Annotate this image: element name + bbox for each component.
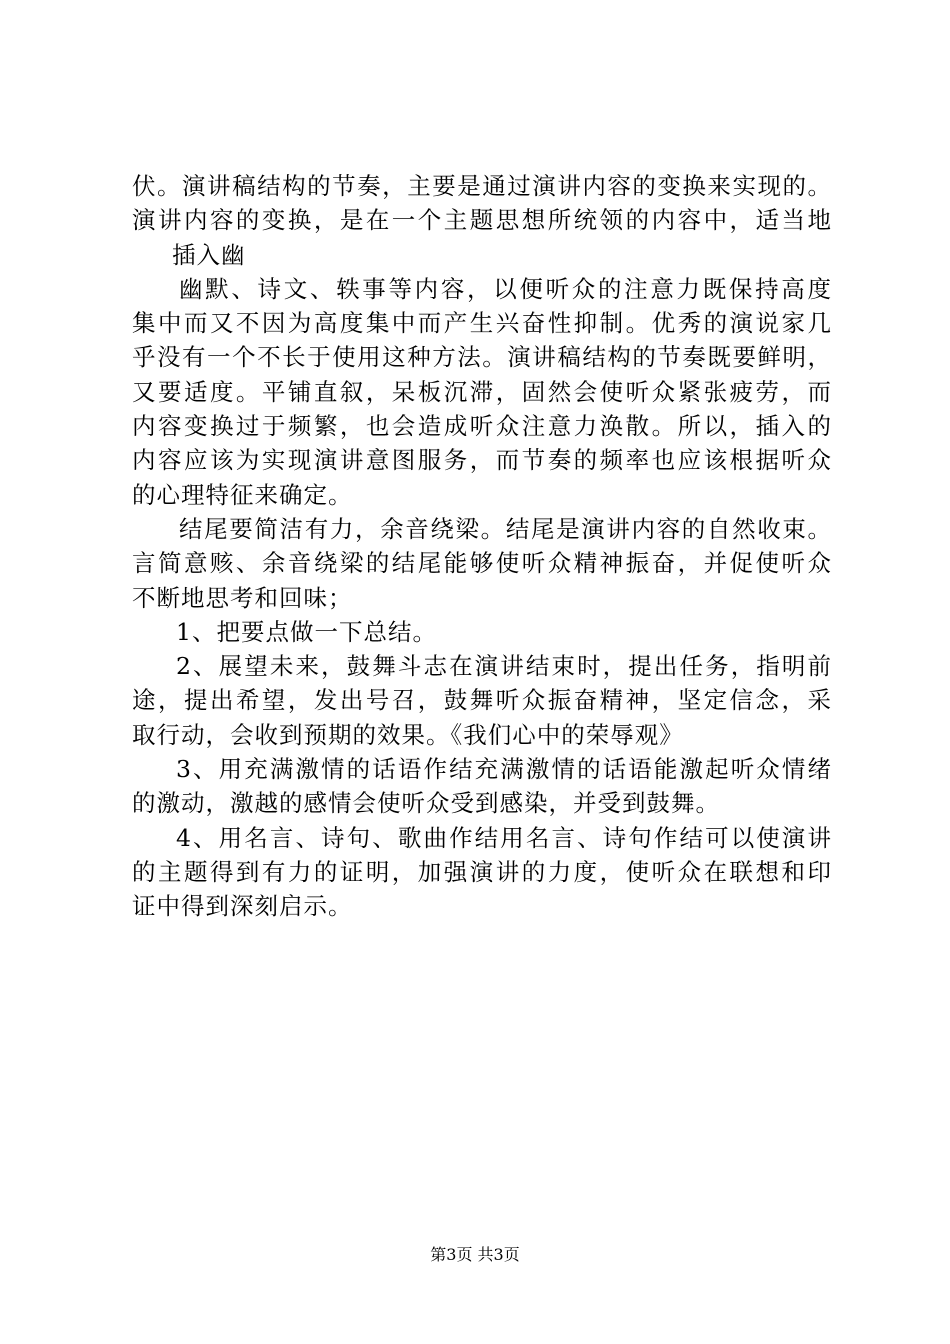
page-footer [0, 1245, 950, 1265]
text-line: 不断地思考和回味； [132, 583, 353, 612]
list-item: 4、用名言、诗句、歌曲作结用名言、诗句作结可以使演讲 [176, 823, 832, 852]
text-line: 集中而又不因为高度集中而产生兴奋性抑制。优秀的演说家几 [132, 309, 832, 338]
text-line: 取行动，会收到预期的效果。《我们心中的荣辱观》 [132, 720, 684, 749]
text-line: 伏。演讲稿结构的节奏，主要是通过演讲内容的变换来实现的。 [132, 172, 832, 200]
text-line: 证中得到深刻启示。 [132, 892, 353, 921]
text-line: 结尾要简洁有力，余音绕梁。结尾是演讲内容的自然收束。 [179, 514, 832, 543]
text-line: 的激动，激越的感情会使听众受到感染，并受到鼓舞。 [132, 789, 720, 818]
text-line: 插入幽 [172, 240, 246, 269]
text-line: 演讲内容的变换，是在一个主题思想所统领的内容中，适当地 [132, 206, 832, 235]
text-line: 内容应该为实现演讲意图服务，而节奏的频率也应该根据听众 [132, 446, 832, 475]
text-line: 内容变换过于频繁，也会造成听众注意力涣散。所以，插入的 [132, 412, 832, 441]
text-line: 乎没有一个不长于使用这种方法。演讲稿结构的节奏既要鲜明， [132, 343, 832, 372]
page-number-label: 第3页 共3页 [430, 1245, 520, 1264]
text-line: 又要适度。平铺直叙，呆板沉滞，固然会使听众紧张疲劳，而 [132, 377, 832, 406]
text-line: 的心理特征来确定。 [132, 480, 353, 509]
text-line: 言简意赅、余音绕梁的结尾能够使听众精神振奋，并促使听众 [132, 549, 832, 578]
text-line: 的主题得到有力的证明，加强演讲的力度，使听众在联想和印 [132, 857, 832, 886]
list-item: 2、展望未来，鼓舞斗志在演讲结束时，提出任务，指明前 [176, 652, 832, 681]
list-item: 3、用充满激情的话语作结充满激情的话语能激起听众情绪 [176, 755, 832, 784]
text-line: 途，提出希望，发出号召，鼓舞听众振奋精神，坚定信念，采 [132, 686, 832, 715]
list-item: 1、把要点做一下总结。 [176, 617, 437, 646]
document-body [132, 169, 832, 924]
text-line: 幽默、诗文、轶事等内容，以便听众的注意力既保持高度 [179, 274, 832, 303]
